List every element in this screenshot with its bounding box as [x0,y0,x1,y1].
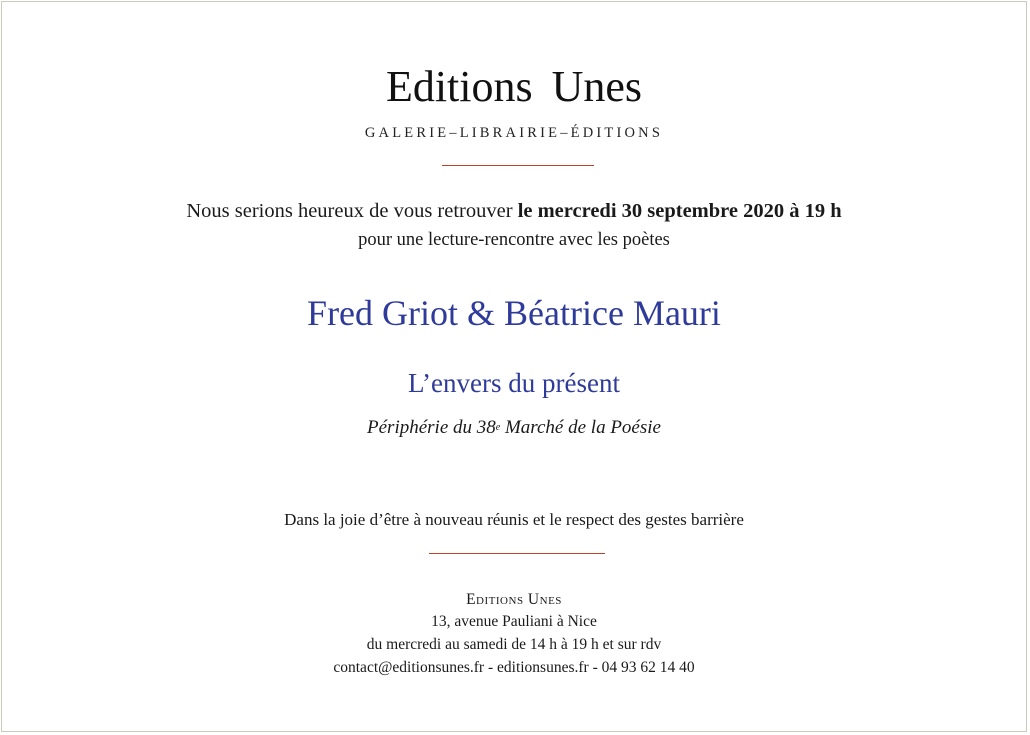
bottom-divider [429,553,605,554]
contact-info: contact@editionsunes.fr - editionsunes.fr - 04 93 62 14 40 [333,659,695,676]
page-subtitle: GALERIE–LIBRAIRIE–ÉDITIONS [364,125,664,141]
invitation-line-2: pour une lecture-rencontre avec les poètes [358,230,670,250]
event-context-suffix: Marché de la Poésie [500,417,661,438]
event-context-prefix: Périphérie du 38 [367,417,496,438]
page-title: Editions Unes [385,62,643,111]
event-context [2,415,1026,441]
poet-names: Fred Griot & Béatrice Mauri [307,293,721,333]
opening-hours: du mercredi au samedi de 14 h à 19 h et sur rdv [366,636,662,653]
invitation-card [1,1,1027,732]
book-title: L’envers du présent [408,368,620,398]
invitation-line-1-text: Nous serions heureux de vous retrouver [186,200,518,222]
closing-message: Dans la joie d’être à nouveau réunis et le respect des gestes barrière [284,510,744,529]
publisher-name: Editions Unes [466,591,562,608]
invitation-line-1 [2,198,1026,224]
top-divider [442,165,594,166]
publisher-address: 13, avenue Pauliani à Nice [431,613,597,630]
event-date: le mercredi 30 septembre 2020 à 19 h [517,200,842,222]
ordinal-superscript: e [495,422,501,433]
